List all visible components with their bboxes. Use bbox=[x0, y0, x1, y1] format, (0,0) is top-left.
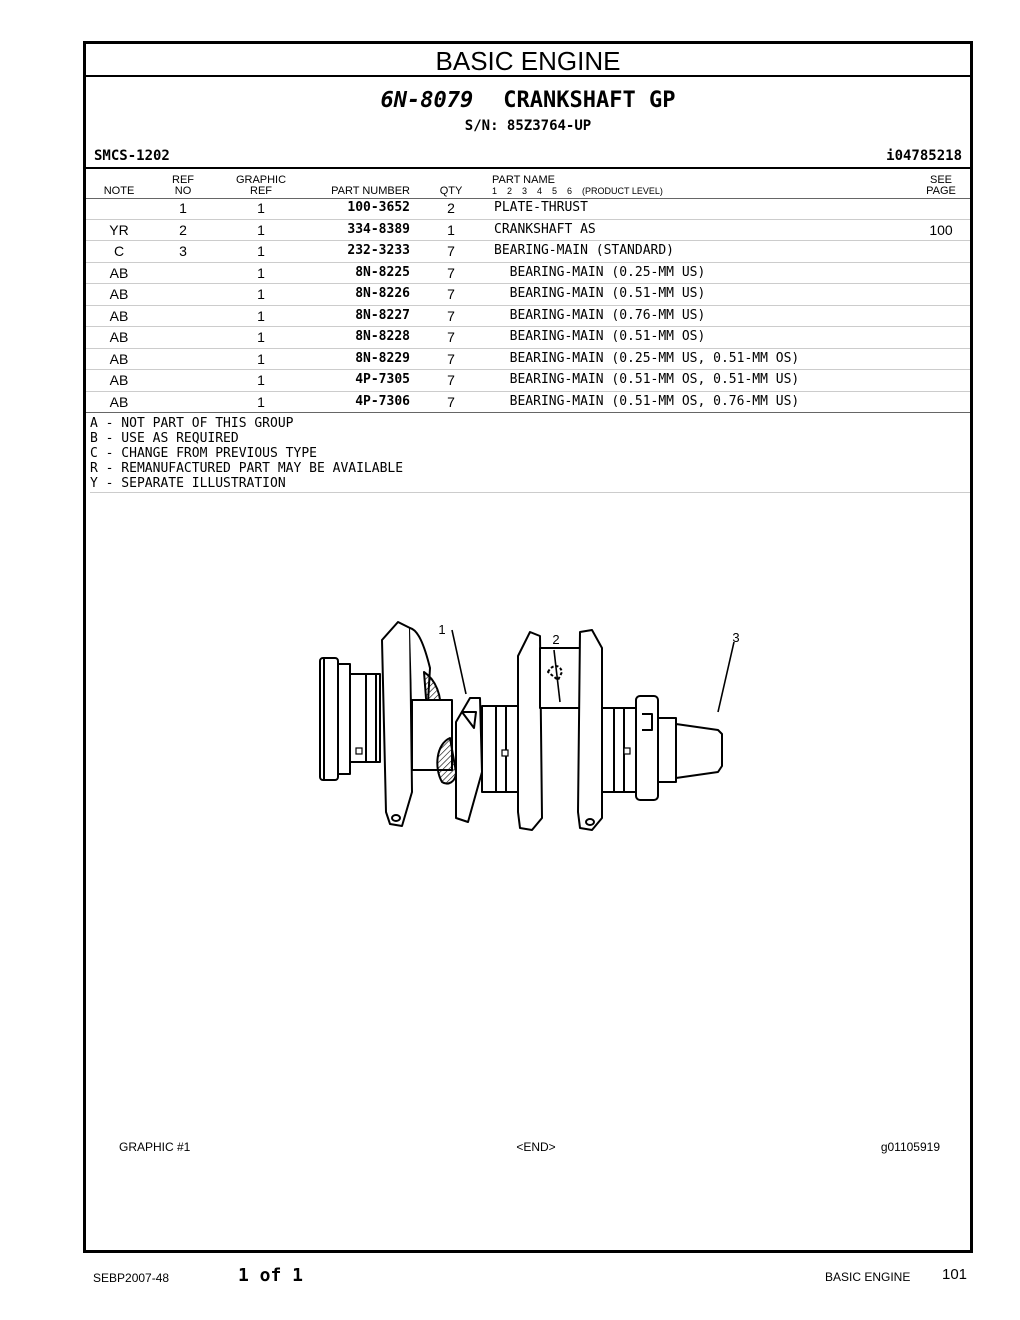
row-note: AB bbox=[109, 329, 129, 345]
table-row bbox=[86, 327, 970, 349]
note-legend bbox=[90, 416, 970, 493]
row-qty: 7 bbox=[447, 243, 455, 259]
row-note: AB bbox=[109, 372, 129, 388]
row-graphic-ref: 1 bbox=[257, 221, 265, 238]
row-part-name: PLATE-THRUST bbox=[494, 200, 588, 215]
graphic-label: GRAPHIC #1 bbox=[119, 1140, 191, 1154]
callout-label-3: 3 bbox=[732, 630, 740, 645]
row-qty: 2 bbox=[447, 200, 455, 216]
footer-section: BASIC ENGINE bbox=[825, 1270, 911, 1284]
section-title: BASIC ENGINE bbox=[86, 44, 970, 77]
header-graphic-top: GRAPHIC bbox=[235, 174, 287, 186]
row-graphic-ref: 1 bbox=[257, 264, 265, 281]
row-part-number: 8N-8225 bbox=[355, 264, 410, 280]
row-graphic-ref: 1 bbox=[257, 329, 265, 345]
row-note: AB bbox=[109, 350, 129, 367]
header-part-number: PART NUMBER bbox=[331, 185, 410, 197]
row-qty: 7 bbox=[447, 264, 455, 281]
document-number: SEBP2007-48 bbox=[93, 1271, 170, 1285]
row-qty: 7 bbox=[447, 372, 455, 388]
header-product-level: 1 2 3 4 5 6 (PRODUCT LEVEL) bbox=[492, 186, 663, 196]
row-part-name: BEARING-MAIN (0.25-MM US) bbox=[494, 264, 706, 280]
note-line: C - CHANGE FROM PREVIOUS TYPE bbox=[90, 446, 317, 461]
header-graphic-bottom: REF bbox=[250, 185, 272, 197]
row-part-name: BEARING-MAIN (0.51-MM OS) bbox=[494, 329, 706, 344]
row-qty: 7 bbox=[447, 329, 455, 345]
group-name: CRANKSHAFT GP bbox=[503, 88, 676, 113]
row-graphic-ref: 1 bbox=[257, 243, 265, 259]
group-number: 6N-8079 bbox=[380, 88, 474, 113]
row-note: AB bbox=[109, 264, 129, 281]
parts-table bbox=[86, 198, 970, 413]
row-qty: 7 bbox=[447, 350, 455, 367]
page-number: 101 bbox=[942, 1266, 968, 1283]
smcs-code: SMCS-1202 bbox=[94, 148, 170, 164]
row-part-name: BEARING-MAIN (STANDARD) bbox=[494, 243, 675, 258]
table-row bbox=[86, 284, 970, 306]
page-of: 1 of 1 bbox=[238, 1265, 304, 1286]
parts-page-frame bbox=[83, 41, 973, 1253]
graphic-id: g01105919 bbox=[880, 1140, 940, 1154]
row-graphic-ref: 1 bbox=[257, 307, 265, 324]
row-part-name: BEARING-MAIN (0.51-MM OS, 0.51-MM US) bbox=[494, 372, 800, 387]
row-graphic-ref: 1 bbox=[257, 200, 265, 216]
header-ref-bottom: NO bbox=[174, 185, 192, 197]
row-part-number: 8N-8228 bbox=[355, 329, 410, 344]
row-part-name: BEARING-MAIN (0.25-MM US, 0.51-MM OS) bbox=[494, 350, 800, 366]
row-note: C bbox=[113, 243, 125, 259]
note-line: A - NOT PART OF THIS GROUP bbox=[90, 416, 294, 431]
header-part-name: PART NAME bbox=[492, 174, 555, 186]
note-line: Y - SEPARATE ILLUSTRATION bbox=[90, 476, 286, 491]
table-row bbox=[86, 220, 970, 242]
row-part-name: BEARING-MAIN (0.76-MM US) bbox=[494, 307, 706, 323]
table-row bbox=[86, 392, 970, 414]
header-qty: QTY bbox=[439, 185, 463, 197]
row-see-page: 100 bbox=[929, 221, 953, 238]
row-qty: 7 bbox=[447, 286, 455, 302]
note-line: B - USE AS REQUIRED bbox=[90, 431, 239, 446]
row-graphic-ref: 1 bbox=[257, 372, 265, 388]
row-note: YR bbox=[109, 221, 129, 238]
row-qty: 1 bbox=[447, 221, 455, 238]
row-graphic-ref: 1 bbox=[257, 393, 265, 410]
row-qty: 7 bbox=[447, 393, 455, 410]
row-ref: 2 bbox=[179, 221, 187, 238]
illustration-id: i04785218 bbox=[886, 148, 962, 164]
serial-range: S/N: 85Z3764-UP bbox=[464, 118, 592, 134]
row-graphic-ref: 1 bbox=[257, 350, 265, 367]
row-ref: 1 bbox=[179, 200, 187, 216]
end-marker: <END> bbox=[516, 1140, 556, 1154]
crankshaft-illustration bbox=[306, 572, 746, 832]
callout-label-2: 2 bbox=[552, 632, 560, 647]
row-part-name: BEARING-MAIN (0.51-MM US) bbox=[494, 286, 706, 301]
row-qty: 7 bbox=[447, 307, 455, 324]
row-part-name: BEARING-MAIN (0.51-MM OS, 0.76-MM US) bbox=[494, 393, 800, 409]
row-note: AB bbox=[109, 307, 129, 324]
header-note: NOTE bbox=[103, 185, 135, 197]
header-ref-top: REF bbox=[172, 174, 194, 186]
row-part-number: 8N-8227 bbox=[355, 307, 410, 323]
row-part-number: 8N-8226 bbox=[355, 286, 410, 301]
table-row bbox=[86, 198, 970, 220]
group-heading bbox=[86, 88, 970, 113]
table-row bbox=[86, 370, 970, 392]
header-see-top: SEE bbox=[929, 174, 952, 186]
row-part-number: 4P-7305 bbox=[355, 372, 410, 387]
row-part-number: 334-8389 bbox=[347, 221, 410, 237]
row-ref: 3 bbox=[179, 243, 187, 259]
header-see-bottom: PAGE bbox=[926, 185, 956, 197]
row-part-number: 100-3652 bbox=[347, 200, 410, 215]
table-row bbox=[86, 306, 970, 328]
row-graphic-ref: 1 bbox=[257, 286, 265, 302]
table-row bbox=[86, 349, 970, 371]
row-part-number: 232-3233 bbox=[347, 243, 410, 258]
row-note: AB bbox=[109, 393, 129, 410]
table-row bbox=[86, 241, 970, 263]
row-note: AB bbox=[109, 286, 129, 302]
note-line: R - REMANUFACTURED PART MAY BE AVAILABLE bbox=[90, 461, 404, 476]
row-part-number: 4P-7306 bbox=[355, 393, 410, 409]
callout-label-1: 1 bbox=[438, 622, 446, 637]
row-part-number: 8N-8229 bbox=[355, 350, 410, 366]
row-part-name: CRANKSHAFT AS bbox=[494, 221, 596, 237]
table-header bbox=[86, 167, 970, 199]
table-row bbox=[86, 263, 970, 285]
